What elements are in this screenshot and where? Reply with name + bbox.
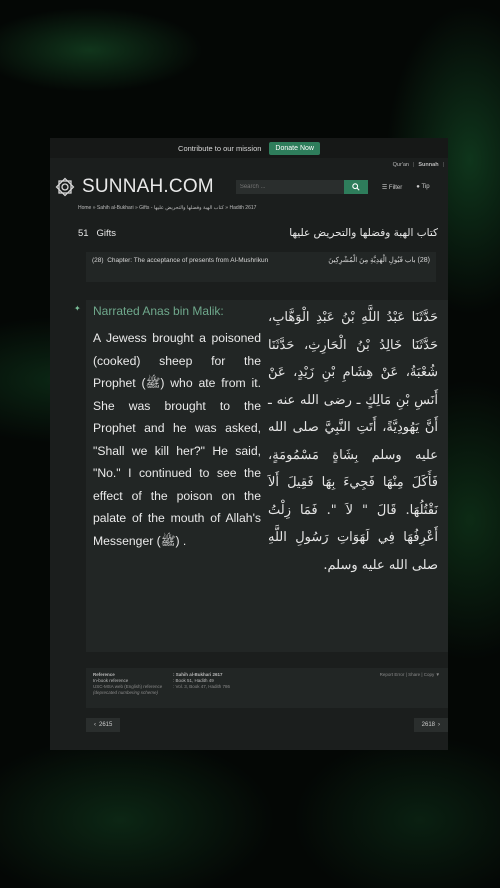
search-button[interactable]: [344, 180, 368, 194]
hadith-pager: [86, 718, 448, 732]
site-logo-text[interactable]: SUNNAH.COM: [82, 176, 214, 197]
hadith-text-en: A Jewess brought a poisoned (cooked) sheep for the Prophet (ﷺ) who ate from it. She was brought to the Prophet and he was asked, "Shall we kill her?" He said, "No." I continued to see the effect of the poison on the palate of the mouth of Allah's Messenger (ﷺ) .: [93, 331, 261, 548]
sunnah-link[interactable]: Sunnah: [418, 162, 439, 168]
book-title-row: [50, 214, 448, 244]
contribute-text: Contribute to our mission: [178, 143, 262, 153]
reference-value: : Vol. 3, Book 47, Hadith 786: [173, 684, 231, 689]
top-links: [50, 158, 448, 172]
prev-hadith-button[interactable]: [86, 718, 120, 732]
chevron-right-icon: ›: [438, 722, 440, 728]
donate-button[interactable]: Donate Now: [269, 142, 320, 155]
next-hadith-label: 2618: [421, 722, 435, 728]
sunnah-page-panel: [50, 138, 448, 750]
hadith-actions[interactable]: Report Error | Share | Copy ▼: [379, 672, 440, 677]
book-number: 51: [78, 227, 89, 239]
separator: |: [412, 162, 415, 168]
book-title-en: Gifts: [96, 227, 117, 239]
tips-label: Tip: [421, 184, 430, 190]
filter-label: Filter: [388, 184, 403, 191]
separator: |: [442, 162, 444, 168]
reference-key: In-book reference: [93, 678, 129, 683]
site-header: [50, 172, 448, 202]
search-icon: [352, 183, 360, 191]
contribute-bar: [50, 138, 448, 158]
quran-link[interactable]: Qur'an: [392, 162, 409, 168]
search-input[interactable]: [236, 180, 344, 194]
reference-key: USC-MSA web (English) reference: [93, 684, 163, 689]
chapter-text-ar: باب قَبُولِ الْهَدِيَّةِ مِنَ الْمُشْرِكِينَ: [328, 257, 416, 264]
lightbulb-icon: ●: [416, 184, 420, 190]
next-hadith-button[interactable]: [414, 718, 448, 732]
chapter-header: [86, 252, 436, 282]
chapter-title-en: [92, 256, 292, 266]
filter-button[interactable]: [382, 184, 402, 191]
reference-key: Reference: [93, 672, 115, 677]
reference-value: : Book 51, Hadith 49: [173, 678, 214, 683]
hadith-container: [74, 300, 448, 652]
deprecated-text: (deprecated numbering scheme): [93, 690, 159, 695]
search-box: [236, 180, 368, 194]
breadcrumb[interactable]: Home » Sahih al-Bukhari » Gifts - كتاب الهبة وفضلها والتحريض عليها » Hadith 2617: [78, 205, 257, 211]
hadith-narrator: Narrated Anas bin Malik:: [93, 304, 224, 318]
reference-block: [86, 668, 448, 708]
reference-row: [93, 678, 214, 683]
deprecated-note: [93, 690, 158, 695]
chapter-title-ar: [328, 256, 430, 264]
chapter-number-ar: (28): [417, 257, 430, 264]
logo-icon[interactable]: [54, 176, 76, 198]
book-number-title: [78, 228, 116, 239]
chapter-text-en: Chapter: The acceptance of presents from Al-Mushrikun: [107, 257, 269, 264]
hadith-text-ar: حَدَّثَنَا عَبْدُ اللَّهِ بْنُ عَبْدِ الْوَهَّابِ، حَدَّثَنَا خَالِدُ بْنُ الْحَارِثِ، حَدَّثَنَا شُعْبَةُ، عَنْ هِشَامِ بْنِ زَيْدٍ، عَنْ أَنَسِ بْنِ مَالِكٍ ـ رضى الله عنه ـ أَنَّ يَهُودِيَّةً، أَتَتِ النَّبِيَّ صلى الله عليه وسلم بِشَاةٍ مَسْمُومَةٍ، فَأَكَلَ مِنْهَا فَجِيءَ بِهَا فَقِيلَ أَلاَ نَقْتُلُهَا‏.‏ قَالَ ‏"‏ لاَ ‏"‏‏.‏ فَمَا زِلْتُ أَعْرِفُهَا فِي لَهَوَاتِ رَسُولِ اللَّهِ صلى الله عليه وسلم‏.‏: [268, 310, 438, 573]
book-title-ar: كتاب الهبة وفضلها والتحريض عليها: [289, 227, 438, 239]
reference-row: [93, 684, 230, 689]
prev-hadith-label: 2615: [99, 722, 113, 728]
reference-value: : Sahih al-Bukhari 2617: [173, 672, 223, 677]
filter-icon: ☰: [381, 184, 388, 191]
reference-row: [93, 672, 223, 677]
tips-button[interactable]: [416, 184, 429, 190]
chevron-left-icon: ‹: [94, 722, 96, 728]
hadith-ornament-icon: ✦: [74, 304, 81, 313]
chapter-number-en: (28): [92, 257, 104, 264]
